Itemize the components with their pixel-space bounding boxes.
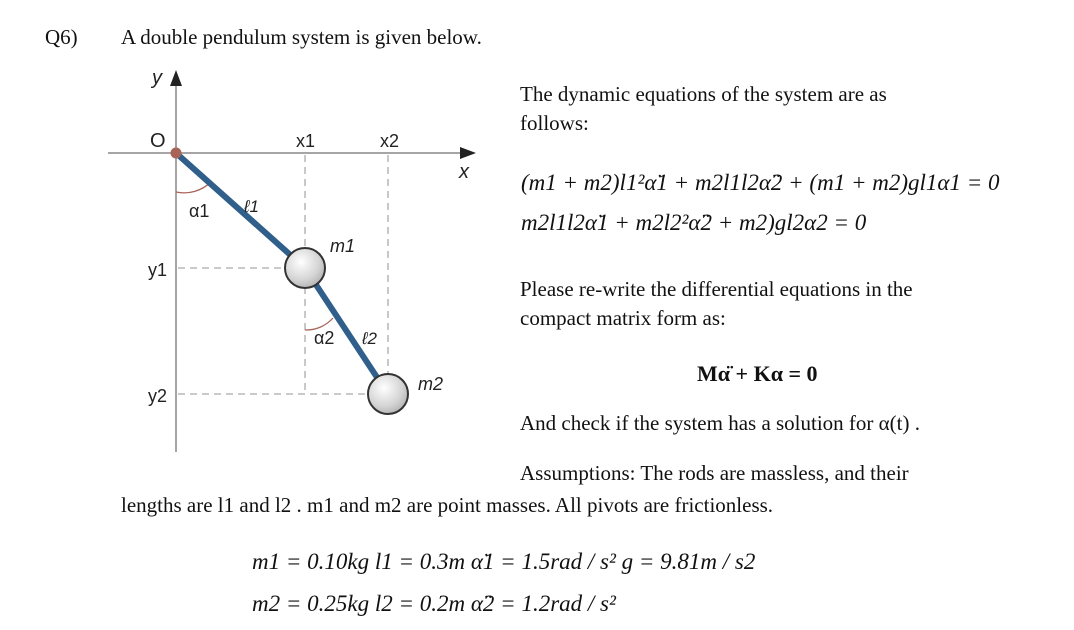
description-line-2: follows: bbox=[520, 111, 589, 135]
assumptions-line-1: Assumptions: The rods are massless, and their bbox=[520, 461, 909, 485]
alpha2-label: α2 bbox=[314, 328, 335, 348]
mass-2 bbox=[368, 374, 408, 414]
instruction-line-1: Please re-write the differential equations in the bbox=[520, 277, 913, 301]
alpha1-label: α1 bbox=[189, 201, 210, 221]
x-axis-label: x bbox=[459, 161, 469, 183]
origin-label: O bbox=[150, 130, 166, 152]
y1-label: y1 bbox=[148, 260, 168, 280]
alpha1-arc bbox=[176, 182, 211, 193]
equation-1: (m1 + m2)l1²α̈1 + m2l1l2α̈2 + (m1 + m2)gl1α1 = 0 bbox=[521, 170, 1000, 195]
l2-label: ℓ2 bbox=[362, 329, 377, 348]
m1-label: m1 bbox=[330, 236, 356, 256]
given-values-row-1: m1 = 0.10kg l1 = 0.3m α̈1 = 1.5rad / s² g = 9.81m / s2 bbox=[252, 549, 756, 574]
y-axis-arrow-icon bbox=[170, 70, 182, 86]
pivot-point bbox=[171, 148, 182, 159]
m2-label: m2 bbox=[418, 374, 444, 394]
question-intro: A double pendulum system is given below. bbox=[121, 25, 482, 49]
assumptions-line-2: lengths are l1 and l2 . m1 and m2 are point masses. All pivots are frictionless. bbox=[121, 493, 774, 517]
question-number: Q6) bbox=[45, 25, 78, 49]
description-line-1: The dynamic equations of the system are as bbox=[520, 82, 887, 106]
equation-2: m2l1l2α̈1 + m2l2²α̈2 + m2)gl2α2 = 0 bbox=[521, 210, 867, 235]
x-axis-arrow-icon bbox=[460, 147, 476, 159]
y2-label: y2 bbox=[148, 386, 168, 406]
solution-check-text: And check if the system has a solution for α(t) . bbox=[520, 411, 920, 435]
x2-label: x2 bbox=[380, 131, 400, 151]
l1-label: ℓ1 bbox=[244, 197, 259, 216]
double-pendulum-figure bbox=[0, 0, 520, 470]
given-values-row-2: m2 = 0.25kg l2 = 0.2m α̈2 = 1.2rad / s² bbox=[252, 591, 616, 616]
mass-1 bbox=[285, 248, 325, 288]
y-axis-label: y bbox=[152, 67, 162, 89]
matrix-equation: Mα̈ + Kα = 0 bbox=[697, 361, 818, 386]
x1-label: x1 bbox=[296, 131, 316, 151]
instruction-line-2: compact matrix form as: bbox=[520, 306, 726, 330]
